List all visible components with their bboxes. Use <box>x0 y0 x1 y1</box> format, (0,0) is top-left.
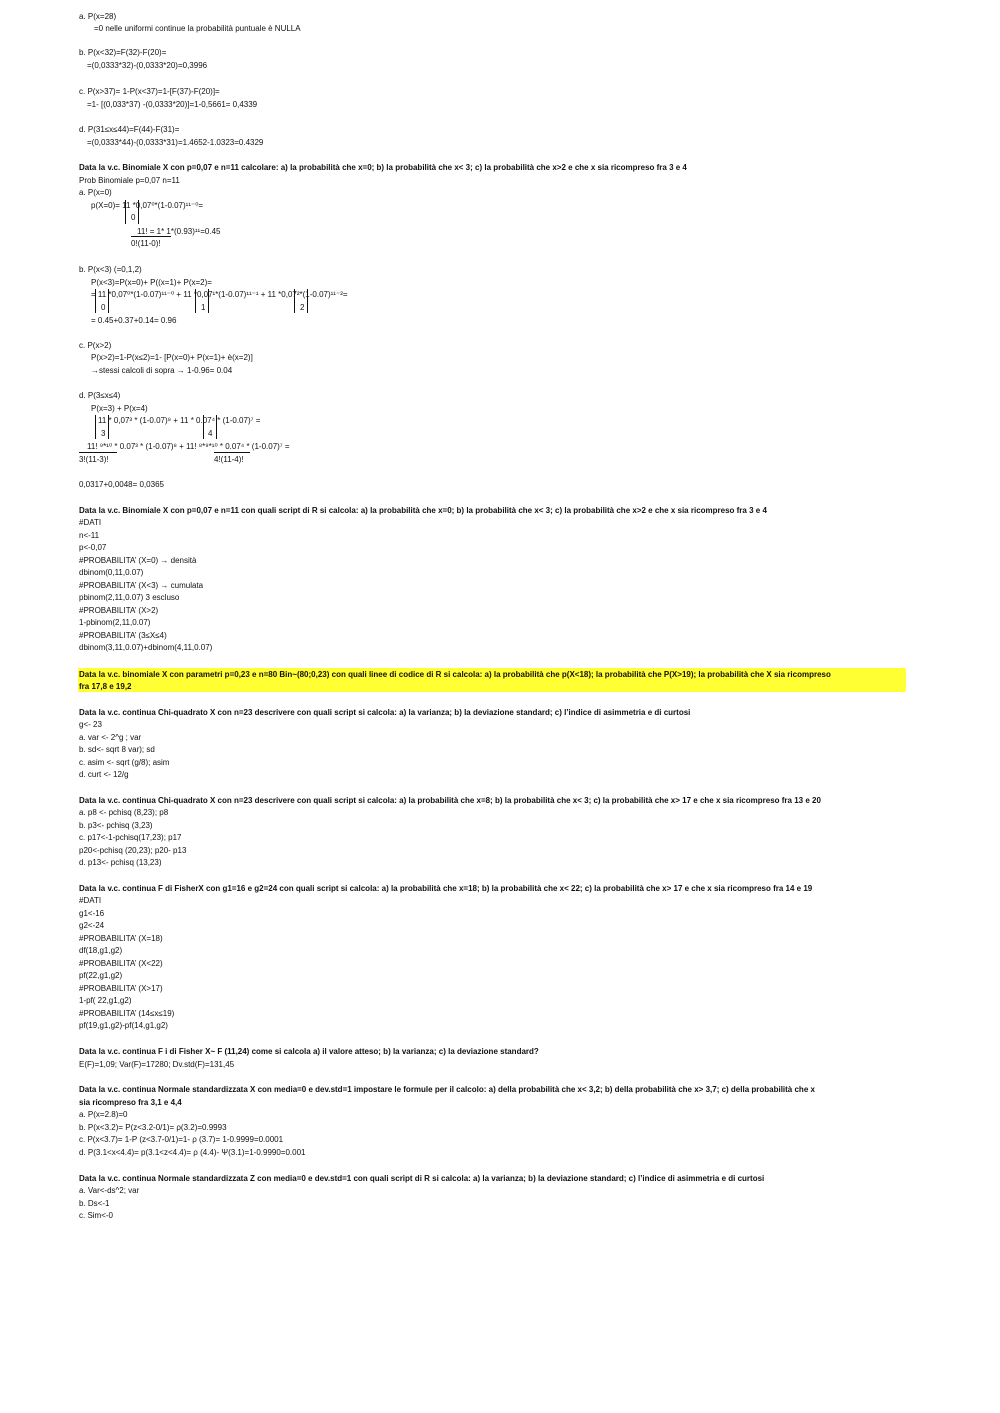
text-line: P(x>2)=1-P(x≤2)=1- [P(x=0)+ P(x=1)+ è(x=2)] <box>91 353 253 362</box>
text-line: c. Sim<-0 <box>79 1211 114 1220</box>
text-line: 0,0317+0,0048= 0,0365 <box>79 480 164 489</box>
text-line: 0!(11-0)! <box>131 239 161 248</box>
text-line: 3 <box>101 429 106 438</box>
text-line: a. p8 <- pchisq (8,23); p8 <box>79 808 169 817</box>
text-line: = 11 *0,07⁰*(1-0.07)¹¹⁻⁰ + 11 *0,07¹*(1-0.07)¹¹⁻¹ + 11 *0,07²*(1-0.07)¹¹⁻²= <box>91 290 348 299</box>
text-line: c. p17<-1-pchisq(17,23); p17 <box>79 833 182 842</box>
text-line: 4 <box>208 429 213 438</box>
text-line: →stessi calcoli di sopra → 1-0.96= 0.04 <box>91 366 233 375</box>
text-line: #DATI <box>79 896 102 905</box>
text-line: #PROBABILITA’ (X<3) → cumulata <box>79 581 204 590</box>
question-heading: Data la v.c. Binomiale X con p=0,07 e n=11 con quali script di R si calcola: a) la probabilità che x=0; b) la probabilità che x< 3; c) la probabilità che x>2 e che x sia ricompreso fra 3 e 4 <box>79 506 767 515</box>
text-line: #PROBABILITA’ (X=18) <box>79 934 163 943</box>
binomial-bracket <box>294 289 308 313</box>
text-line: = 0.45+0.37+0.14= 0.96 <box>91 316 177 325</box>
text-line: pbinom(2,11,0.07) 3 escluso <box>79 593 180 602</box>
text-line: c. P(x<3.7)= 1-P (z<3.7-0/1)=1- ρ (3.7)= 1-0.9999=0.0001 <box>79 1135 284 1144</box>
text-line: 11! ⁹*¹⁰ * 0.07³ * (1-0.07)⁸ + 11! ⁸*⁹*¹⁰ * 0.07⁴ * (1-0.07)⁷ = <box>87 442 290 451</box>
text-line: 3!(11-3)! <box>79 455 109 464</box>
text-line: #DATI <box>79 518 102 527</box>
text-line: p(X=0)= 11 *0,07⁰*(1-0.07)¹¹⁻⁰= <box>91 201 204 210</box>
text-line: P(x<3)=P(x=0)+ P((x=1)+ P(x=2)= <box>91 278 212 287</box>
text-line: E(F)=1,09; Var(F)=17280; Dv.std(F)=131,45 <box>79 1060 235 1069</box>
text-line: d. P(3≤x≤4) <box>79 391 121 400</box>
text-line: n<-11 <box>79 531 100 540</box>
text-line: 0 <box>131 213 136 222</box>
text-line: a. P(x=2.8)=0 <box>79 1110 128 1119</box>
text-line: #PROBABILITA’ (X=0) → densità <box>79 556 197 565</box>
text-line: 0 <box>101 303 106 312</box>
question-heading: Data la v.c. binomiale X con parametri p=0,23 e n=80 Bin~(80;0,23) con quali linee di codice di R si calcola: a) la probabilità che p(X<18); la probabilità che P(X>19); la probabilità che X sia ricompreso <box>79 670 831 679</box>
text-line: dbinom(0,11,0.07) <box>79 568 144 577</box>
text-line: b. Ds<-1 <box>79 1199 110 1208</box>
question-heading: Data la v.c. Binomiale X con p=0,07 e n=11 calcolare: a) la probabilità che x=0; b) la probabilità che x< 3; c) la probabilità che x>2 e che x sia ricompreso fra 3 e 4 <box>79 163 687 172</box>
text-line: =(0,0333*44)-(0,0333*31)=1.4652-1.0323=0.4329 <box>87 138 264 147</box>
text-line: a. P(x=28) <box>79 12 117 21</box>
text-line: d. p13<- pchisq (13,23) <box>79 858 162 867</box>
question-heading: Data la v.c. continua Normale standardizzata Z con media=0 e dev.std=1 con quali script di R si calcola: a) la varianza; b) la deviazione standard; c) l’indice di asimmetria e di curtosi <box>79 1174 765 1183</box>
text-line: #PROBABILITA’ (3≤X≤4) <box>79 631 167 640</box>
text-line: pf(19,g1,g2)-pf(14,g1,g2) <box>79 1021 168 1030</box>
text-line: d. P(31≤x≤44)=F(44)-F(31)= <box>79 125 180 134</box>
text-line: #PROBABILITA’ (X>2) <box>79 606 159 615</box>
text-line: pf(22,g1,g2) <box>79 971 123 980</box>
text-line: g<- 23 <box>79 720 102 729</box>
text-line: 4!(11-4)! <box>214 455 244 464</box>
question-heading: Data la v.c. continua F i di Fisher X~ F (11,24) come si calcola a) il valore atteso; b) la varianza; c) la deviazione standard? <box>79 1047 539 1056</box>
binomial-bracket <box>95 415 109 439</box>
text-line: p<-0,07 <box>79 543 107 552</box>
fraction-bar <box>131 236 171 237</box>
text-line: P(x=3) + P(x=4) <box>91 404 148 413</box>
text-line: b. sd<- sqrt 8 var); sd <box>79 745 155 754</box>
binomial-bracket <box>203 415 217 439</box>
text-line: d. P(3.1<x<4.4)= p(3.1<z<4.4)= ρ (4.4)- Ψ(3.1)=1-0.9990=0.001 <box>79 1148 306 1157</box>
text-line: 1 <box>201 303 206 312</box>
text-line: a. var <- 2^g ; var <box>79 733 142 742</box>
text-line: #PROBABILITA’ (14≤x≤19) <box>79 1009 175 1018</box>
text-line: =0 nelle uniformi continue la probabilità puntuale è NULLA <box>94 24 301 33</box>
question-heading: fra 17,8 e 19,2 <box>79 682 132 691</box>
text-line: b. P(x<32)=F(32)-F(20)= <box>79 48 167 57</box>
text-line: d. curt <- 12/g <box>79 770 129 779</box>
question-heading: sia ricompreso fra 3,1 e 4,4 <box>79 1098 182 1107</box>
text-line: =(0,0333*32)-(0,0333*20)=0,3996 <box>87 61 208 70</box>
text-line: 1-pbinom(2,11,0.07) <box>79 618 151 627</box>
text-line: 11! = 1* 1*(0.93)¹¹=0.45 <box>137 227 221 236</box>
question-heading: Data la v.c. continua Chi-quadrato X con n=23 descrivere con quali script si calcola: a) la varianza; b) la deviazione standard; c) l’indice di asimmetria e di curtosi <box>79 708 691 717</box>
question-heading: Data la v.c. continua F di FisherX con g1=16 e g2=24 con quali script si calcola: a) la probabilità che x=18; b) la probabilità che x< 22; c) la probabilità che x> 17 e che x sia ricompreso fra 14 e 19 <box>79 884 813 893</box>
text-line: g1<-16 <box>79 909 105 918</box>
question-heading: Data la v.c. continua Normale standardizzata X con media=0 e dev.std=1 impostare le formule per il calcolo: a) della probabilità che x< 3,2; b) della probabilità che x> 3,7; c) della probabilità che x <box>79 1085 815 1094</box>
text-line: 2 <box>300 303 305 312</box>
text-line: p20<-pchisq (20,23); p20- p13 <box>79 846 187 855</box>
fraction-bar <box>214 452 250 453</box>
text-line: g2<-24 <box>79 921 105 930</box>
text-line: #PROBABILITA’ (X>17) <box>79 984 163 993</box>
binomial-bracket <box>125 200 139 224</box>
text-line: c. P(x>37)= 1-P(x<37)=1-[F(37)-F(20)]= <box>79 87 220 96</box>
text-line: b. p3<- pchisq (3,23) <box>79 821 153 830</box>
binomial-bracket <box>95 289 109 313</box>
binomial-bracket <box>195 289 209 313</box>
text-line: c. P(x>2) <box>79 341 112 350</box>
text-line: b. P(x<3.2)= P(z<3.2-0/1)= ρ(3.2)=0.9993 <box>79 1123 227 1132</box>
text-line: a. Var<-ds^2; var <box>79 1186 140 1195</box>
text-line: =1- [(0,033*37) -(0,0333*20)]=1-0,5661= 0,4339 <box>87 100 258 109</box>
text-line: c. asim <- sqrt (g/8); asim <box>79 758 170 767</box>
fraction-bar <box>79 452 117 453</box>
text-line: df(18,g1,g2) <box>79 946 123 955</box>
text-line: b. P(x<3) (=0,1,2) <box>79 265 142 274</box>
question-heading: Data la v.c. continua Chi-quadrato X con n=23 descrivere con quali script si calcola: a) la probabilità che x=8; b) la probabilità che x< 3; c) la probabilità che x> 17 e che x sia ricompreso fra 13 e 20 <box>79 796 821 805</box>
text-line: dbinom(3,11,0.07)+dbinom(4,11,0.07) <box>79 643 213 652</box>
text-line: #PROBABILITA’ (X<22) <box>79 959 163 968</box>
text-line: 1-pf( 22,g1,g2) <box>79 996 132 1005</box>
text-line: 11 * 0,07³ * (1-0.07)⁸ + 11 * 0.07⁴ * (1-0.07)⁷ = <box>98 416 261 425</box>
text-line: Prob Binomiale p=0,07 n=11 <box>79 176 180 185</box>
text-line: a. P(x=0) <box>79 188 112 197</box>
